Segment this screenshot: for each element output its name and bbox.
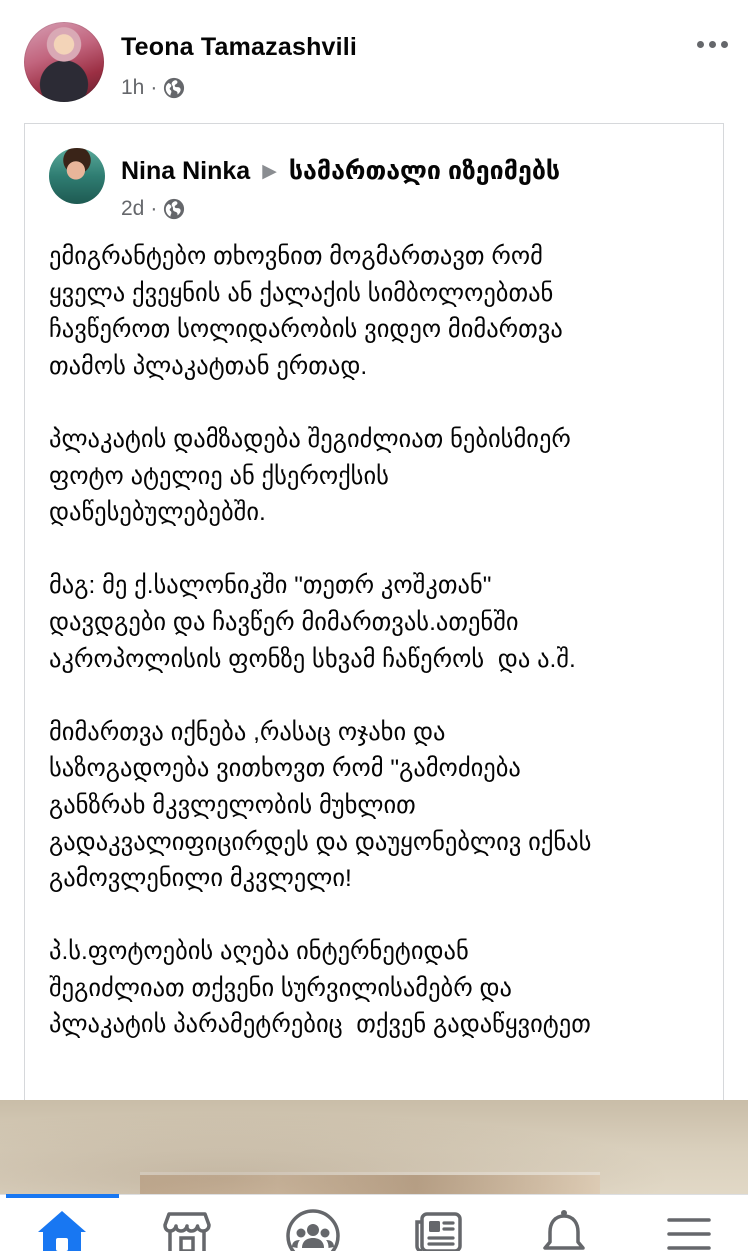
groups-icon	[285, 1208, 341, 1251]
more-icon-dot	[709, 41, 716, 48]
news-icon	[410, 1208, 466, 1251]
post-header	[0, 0, 748, 120]
menu-icon	[663, 1208, 715, 1251]
shared-post-meta	[121, 195, 185, 223]
post-photo[interactable]	[0, 1100, 748, 1198]
active-tab-indicator	[6, 1194, 119, 1198]
shared-avatar[interactable]	[49, 148, 105, 204]
globe-icon[interactable]	[163, 198, 185, 220]
photo-shading	[0, 1100, 748, 1198]
more-icon	[697, 41, 704, 48]
post-text: ემიგრანტებო თხოვნით მოგმართავთ რომ ყველა ქვეყნის ან ქალაქის სიმბოლოებთან ჩავწეროთ სოლიდარობის ვიდეო მიმართვა თამოს პლაკატთან ერთად. პლაკატის დამზადება შეგიძლიათ ნებისმიერ ფოტო ატელიე ან ქსეროქსის დაწესებულებებში. მაგ: მე ქ.სალონიკში "თეთრ კოშკთან" დავდგები და ჩავწერ მიმართვას.ათენში აკროპოლისის ფონზე სხვამ ჩაწეროს და ა.შ. მიმართვა იქნება ,რასაც ოჯახი და საზოგადოება ვითხოვთ რომ "გამოძიება განზრახ მკვლელობის მუხლით გადაკვალიფიცირდეს და დაუყონებლივ იქნას გამოვლენილი მკვლელი! პ.ს.ფოტოების აღება ინტერნეტიდან შეგიძლიათ თქვენი სურვილისამებრ და პლაკატის პარამეტრებიც თქვენ გადაწყვიტეთ	[49, 243, 592, 1039]
post-time[interactable]: 1h	[121, 76, 145, 99]
meta-separator: ·	[150, 76, 158, 99]
meta-separator: ·	[150, 197, 158, 220]
shared-post-time[interactable]: 2d	[121, 197, 145, 220]
tab-marketplace[interactable]	[157, 1208, 217, 1251]
more-icon-dot	[721, 41, 728, 48]
tab-news[interactable]	[408, 1208, 468, 1251]
shared-post-card[interactable]	[24, 123, 724, 1223]
post-author-name[interactable]: Teona Tamazashvili	[121, 33, 358, 61]
more-options-button[interactable]	[690, 30, 734, 58]
shared-post-header	[121, 156, 560, 186]
tab-home[interactable]	[32, 1208, 92, 1251]
tab-groups[interactable]	[283, 1208, 343, 1251]
store-icon	[161, 1208, 213, 1251]
home-icon	[36, 1208, 88, 1251]
share-arrow-icon: ▶	[262, 160, 277, 182]
globe-icon[interactable]	[163, 77, 185, 99]
tab-notifications[interactable]	[534, 1208, 594, 1251]
bottom-tab-bar	[0, 1194, 748, 1252]
avatar[interactable]	[24, 22, 104, 102]
shared-author-name[interactable]: Nina Ninka	[121, 156, 251, 185]
bell-icon	[538, 1208, 590, 1251]
group-name[interactable]: სამართალი იზეიმებს	[288, 157, 561, 185]
post-meta	[121, 74, 185, 102]
tab-menu[interactable]	[659, 1208, 719, 1251]
